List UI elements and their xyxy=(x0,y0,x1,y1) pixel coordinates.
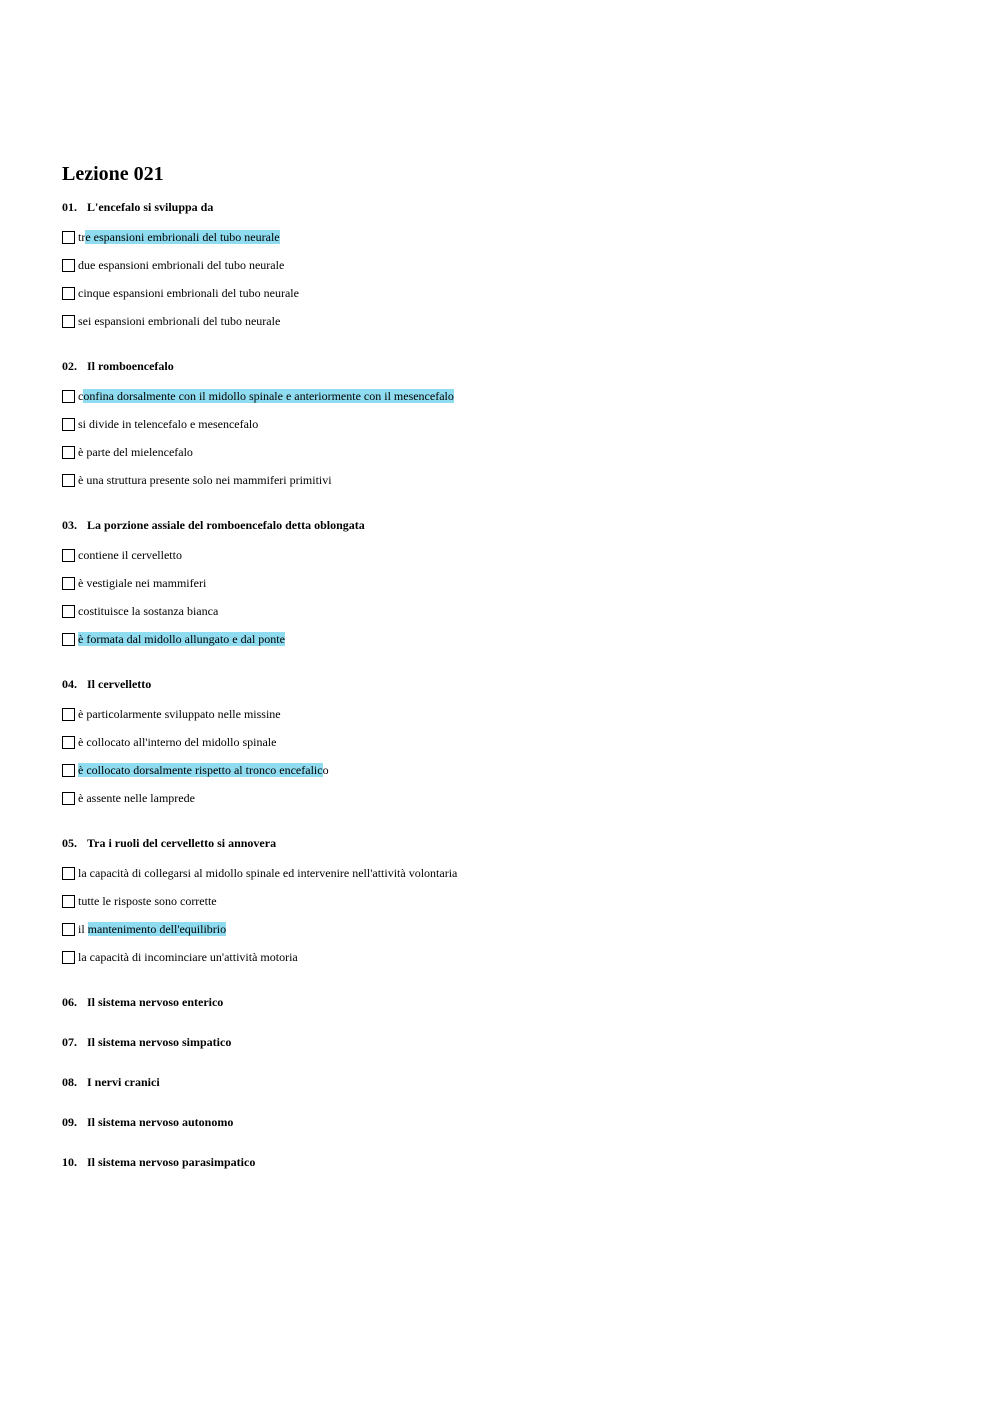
question-heading xyxy=(62,357,962,375)
question-text: La porzione assiale del romboencefalo detta oblongata xyxy=(87,518,365,532)
answer-checkbox[interactable] xyxy=(62,259,75,272)
question xyxy=(62,357,962,494)
question-number: 04. xyxy=(62,677,77,691)
answer-option[interactable] xyxy=(62,410,962,438)
answer-option[interactable] xyxy=(62,569,962,597)
option-text: è assente nelle lamprede xyxy=(78,790,195,805)
option-text: tutte le risposte sono corrette xyxy=(78,893,217,908)
option-text-plain: il xyxy=(78,921,88,936)
answer-checkbox[interactable] xyxy=(62,605,75,618)
question-number: 10. xyxy=(62,1155,77,1169)
question-text: Il cervelletto xyxy=(87,677,152,691)
answer-checkbox[interactable] xyxy=(62,418,75,431)
question xyxy=(62,834,962,971)
answer-option[interactable] xyxy=(62,279,962,307)
option-text: è particolarmente sviluppato nelle missine xyxy=(78,706,281,721)
answer-option[interactable] xyxy=(62,756,962,784)
question-text: Il sistema nervoso autonomo xyxy=(87,1115,234,1129)
answer-checkbox[interactable] xyxy=(62,951,75,964)
answer-checkbox[interactable] xyxy=(62,577,75,590)
question-number: 05. xyxy=(62,836,77,850)
option-text: è collocato all'interno del midollo spinale xyxy=(78,734,277,749)
question xyxy=(62,198,962,335)
answer-option[interactable] xyxy=(62,915,962,943)
question-heading xyxy=(62,1153,962,1193)
answer-checkbox[interactable] xyxy=(62,736,75,749)
option-text: è parte del mielencefalo xyxy=(78,444,193,459)
question-text: Tra i ruoli del cervelletto si annovera xyxy=(87,836,277,850)
option-text: due espansioni embrionali del tubo neurale xyxy=(78,257,285,272)
question-heading xyxy=(62,675,962,693)
option-text-plain: tr xyxy=(78,229,86,244)
question-number: 02. xyxy=(62,359,77,373)
answer-option[interactable] xyxy=(62,597,962,625)
option-text: sei espansioni embrionali del tubo neurale xyxy=(78,313,281,328)
option-text-highlighted: è collocato dorsalmente rispetto al tronco encefalic xyxy=(78,762,323,777)
question-text: I nervi cranici xyxy=(87,1075,160,1089)
answer-checkbox[interactable] xyxy=(62,287,75,300)
answer-checkbox[interactable] xyxy=(62,474,75,487)
answer-checkbox[interactable] xyxy=(62,923,75,936)
answer-checkbox[interactable] xyxy=(62,633,75,646)
quiz-page xyxy=(62,160,962,1193)
question-text: L'encefalo si sviluppa da xyxy=(87,200,214,214)
answer-checkbox[interactable] xyxy=(62,549,75,562)
question-number: 07. xyxy=(62,1035,77,1049)
option-text: contiene il cervelletto xyxy=(78,547,182,562)
answer-option[interactable] xyxy=(62,943,962,971)
question-text: Il sistema nervoso simpatico xyxy=(87,1035,232,1049)
question-heading xyxy=(62,1073,962,1113)
question-heading xyxy=(62,198,962,216)
option-text xyxy=(78,230,280,245)
option-text: è vestigiale nei mammiferi xyxy=(78,575,207,590)
option-text-plain: c xyxy=(78,388,84,403)
answer-option[interactable] xyxy=(62,251,962,279)
question-heading xyxy=(62,993,962,1033)
answer-option[interactable] xyxy=(62,223,962,251)
answer-option[interactable] xyxy=(62,887,962,915)
question-number: 09. xyxy=(62,1115,77,1129)
answer-checkbox[interactable] xyxy=(62,231,75,244)
answer-checkbox[interactable] xyxy=(62,390,75,403)
answer-option[interactable] xyxy=(62,625,962,653)
option-text-highlighted: mantenimento dell'equilibrio xyxy=(87,921,227,936)
option-text: si divide in telencefalo e mesencefalo xyxy=(78,416,259,431)
answer-option[interactable] xyxy=(62,784,962,812)
option-text: la capacità di incominciare un'attività motoria xyxy=(78,949,298,964)
option-text-highlighted: è formata dal midollo allungato e dal ponte xyxy=(78,631,285,646)
question-heading xyxy=(62,516,962,534)
option-text xyxy=(78,922,226,937)
question-heading xyxy=(62,1033,962,1073)
question-number: 08. xyxy=(62,1075,77,1089)
answer-checkbox[interactable] xyxy=(62,315,75,328)
question xyxy=(62,516,962,653)
question-text: Il romboencefalo xyxy=(87,359,174,373)
answer-checkbox[interactable] xyxy=(62,867,75,880)
option-text: è una struttura presente solo nei mammiferi primitivi xyxy=(78,472,332,487)
question-heading xyxy=(62,834,962,852)
question-text: Il sistema nervoso parasimpatico xyxy=(87,1155,256,1169)
question-number: 03. xyxy=(62,518,77,532)
option-text xyxy=(78,632,285,647)
option-text: la capacità di collegarsi al midollo spinale ed intervenire nell'attività volontaria xyxy=(78,865,458,880)
question-number: 01. xyxy=(62,200,77,214)
answer-checkbox[interactable] xyxy=(62,792,75,805)
question-heading xyxy=(62,1113,962,1153)
option-text: costituisce la sostanza bianca xyxy=(78,603,219,618)
lesson-title: Lezione 021 xyxy=(62,163,164,185)
option-text-highlighted: onfina dorsalmente con il midollo spinale e anteriormente con il mesencefalo xyxy=(83,388,454,403)
option-text-plain: o xyxy=(322,762,329,777)
answer-option[interactable] xyxy=(62,728,962,756)
option-text xyxy=(78,389,454,404)
answer-option[interactable] xyxy=(62,541,962,569)
answer-option[interactable] xyxy=(62,859,962,887)
answer-option[interactable] xyxy=(62,438,962,466)
answer-checkbox[interactable] xyxy=(62,708,75,721)
answer-option[interactable] xyxy=(62,307,962,335)
option-text: cinque espansioni embrionali del tubo neurale xyxy=(78,285,299,300)
option-text-highlighted: e espansioni embrionali del tubo neurale xyxy=(85,229,280,244)
question xyxy=(62,675,962,812)
answer-option[interactable] xyxy=(62,466,962,494)
option-text xyxy=(78,763,329,778)
answer-option[interactable] xyxy=(62,700,962,728)
answer-option[interactable] xyxy=(62,382,962,410)
answer-checkbox[interactable] xyxy=(62,446,75,459)
question-text: Il sistema nervoso enterico xyxy=(87,995,224,1009)
question-number: 06. xyxy=(62,995,77,1009)
answer-checkbox[interactable] xyxy=(62,895,75,908)
answer-checkbox[interactable] xyxy=(62,764,75,777)
